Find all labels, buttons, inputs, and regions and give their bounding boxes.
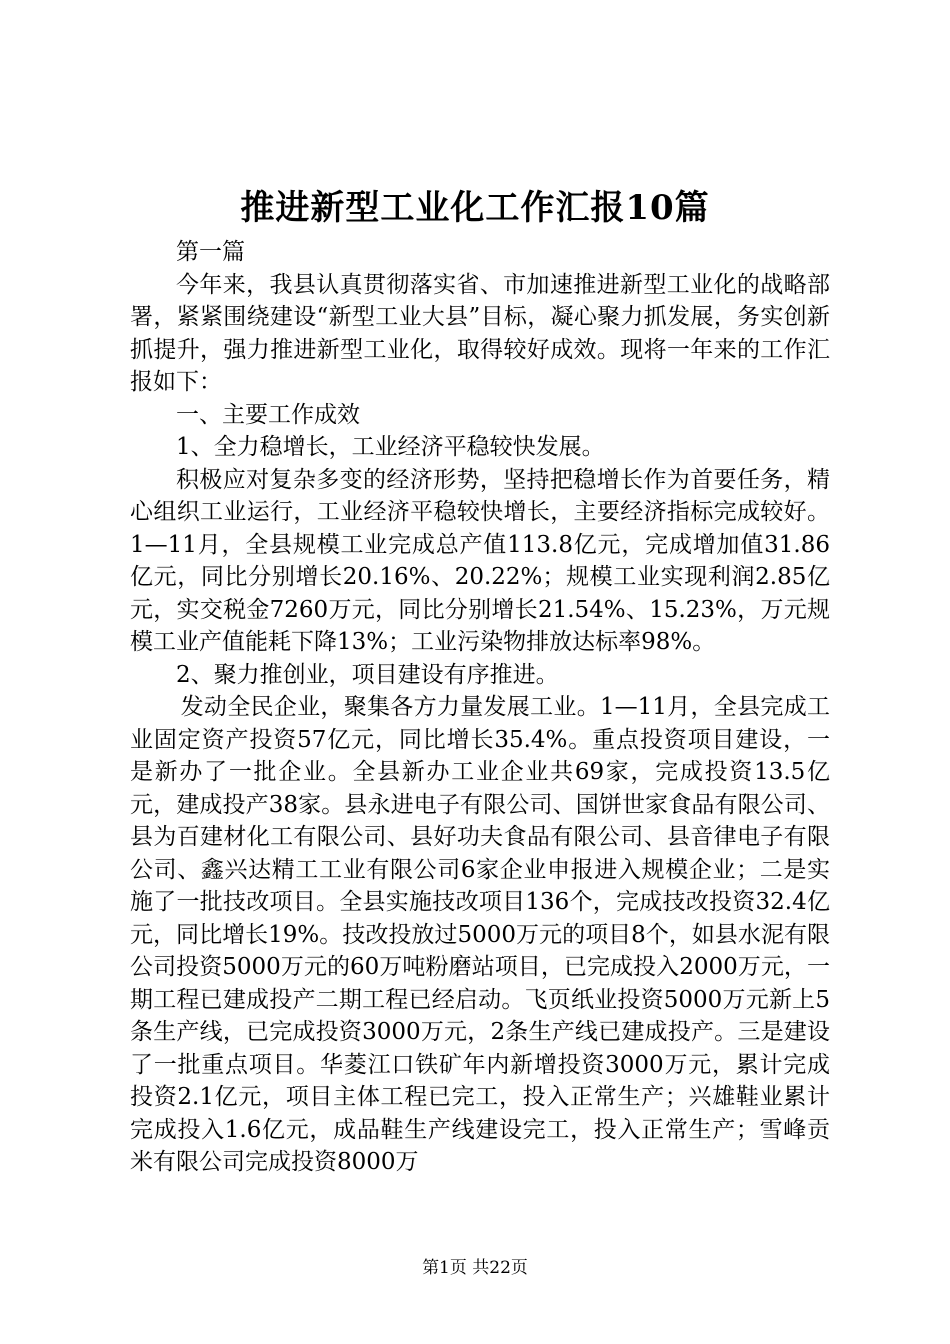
point-heading-2: 2、聚力推创业，项目建设有序推进。 bbox=[176, 661, 559, 688]
intro-paragraph: 今年来，我县认真贯彻落实省、市加速推进新型工业化的战略部署，紧紧围绕建设“新型工业大县”目标，凝心聚力抓发展，务实创新抓提升，强力推进新型工业化，取得较好成效。现将一年来的工作汇报如下： bbox=[130, 271, 830, 395]
paragraph-projects: 发动全民企业，聚集各方力量发展工业。1—11月，全县完成工业固定资产投资57亿元，同比增长35.4%。重点投资项目建设，一是新办了一批企业。全县新办工业企业共69家，完成投资13.5亿元，建成投产38家。县永进电子有限公司、国饼世家食品有限公司、县为百建材化工有限公司、县好功夫食品有限公司、县音律电子有限公司、鑫兴达精工工业有限公司6家企业申报进入规模企业；二是实施了一批技改项目。全县实施技改项目136个，完成技改投资32.4亿元，同比增长19%。技改投放过5000万元的项目8个，如县水泥有限公司投资5000万元的60万吨粉磨站项目，已完成投入2000万元，一期工程已建成投产二期工程已经启动。飞页纸业投资5000万元新上5条生产线，已完成投资3000万元，2条生产线已建成投产。三是建设了一批重点项目。华菱江口铁矿年内新增投资3000万元，累计完成投资2.1亿元，项目主体工程已完工，投入正常生产；兴雄鞋业累计完成投入1.6亿元，成品鞋生产线建设完工，投入正常生产；雪峰贡米有限公司完成投资8000万 bbox=[130, 694, 830, 1175]
document-title: 推进新型工业化工作汇报10篇 bbox=[240, 188, 710, 228]
paragraph-growth: 积极应对复杂多变的经济形势，坚持把稳增长作为首要任务，精心组织工业运行，工业经济平稳较快增长，主要经济指标完成较好。1—11月，全县规模工业完成总产值113.8亿元，完成增加值31.86亿元，同比分别增长20.16%、20.22%；规模工业实现利润2.85亿元，实交税金7260万元，同比分别增长21.54%、15.23%，万元规模工业产值能耗下降13%；工业污染物排放达标率98%。 bbox=[130, 466, 830, 655]
page-footer: 第1页 共22页 bbox=[422, 1258, 528, 1278]
point-heading-1: 1、全力稳增长，工业经济平稳较快发展。 bbox=[176, 434, 605, 460]
subheading-main-results: 一、主要工作成效 bbox=[176, 401, 360, 428]
document-body bbox=[130, 236, 830, 1179]
section-heading: 第一篇 bbox=[176, 239, 245, 265]
